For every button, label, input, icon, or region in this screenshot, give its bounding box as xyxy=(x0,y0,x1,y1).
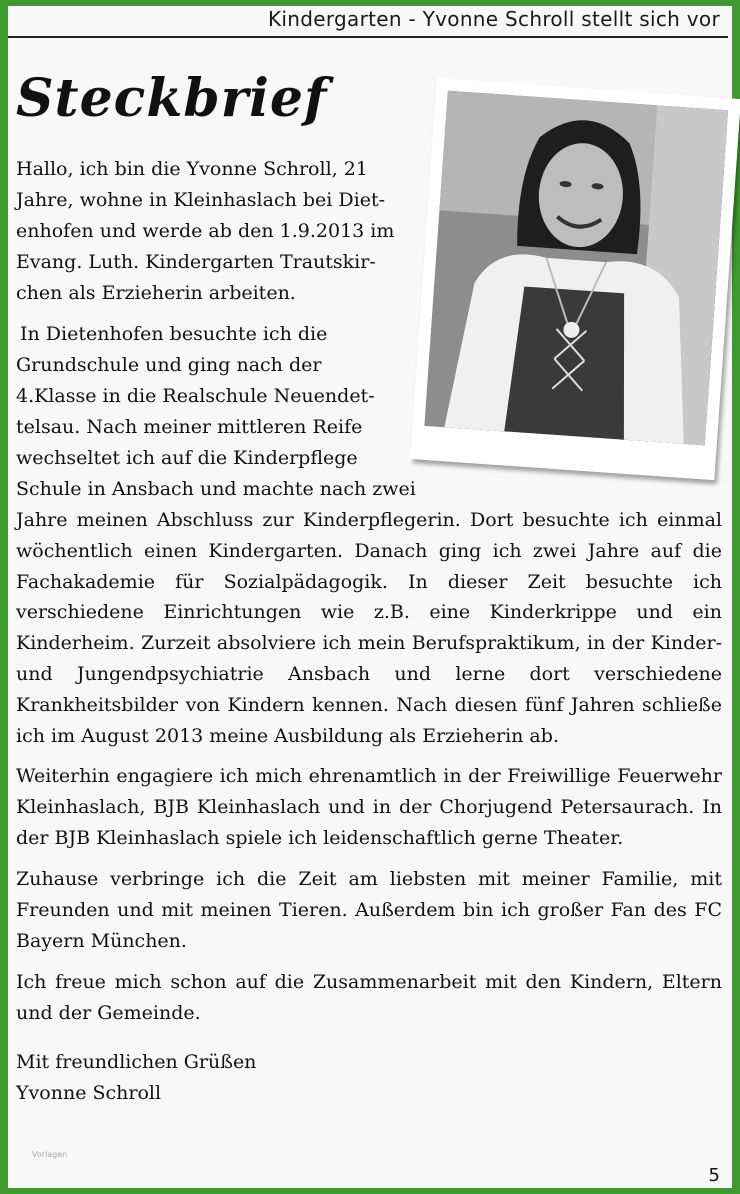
paragraph-1-line-1: Hallo, ich bin die Yvonne Schroll, 21 xyxy=(16,158,368,180)
closing-greeting: Mit freundlichen Grüßen xyxy=(16,1051,257,1073)
paragraph-2-line-1: In Dietenhofen besuchte ich die xyxy=(20,323,328,345)
photo-frame xyxy=(410,78,740,480)
header-divider xyxy=(8,36,728,38)
paragraph-2-line-3: 4.Klasse in die Realschule Neuendet- xyxy=(16,385,375,407)
paragraph-1-line-5: chen als Erzieherin arbeiten. xyxy=(16,282,296,304)
portrait-photo-icon xyxy=(424,91,728,446)
closing-name: Yvonne Schroll xyxy=(16,1082,162,1104)
page-number: 5 xyxy=(708,1165,720,1186)
paragraph-2-line-6: Schule in Ansbach und machte nach zwei xyxy=(16,478,416,500)
paragraph-4: Zuhause verbringe ich die Zeit am liebsten mit meiner Familie, mit Freunden und mit meinen Tieren. Außerdem bin ich großer Fan des FC Bayern München. xyxy=(16,868,722,952)
paragraph-2-line-5: wechseltet ich auf die Kinderpflege xyxy=(16,447,358,469)
paragraph-2-line-2: Grundschule und ging nach der xyxy=(16,354,322,376)
paragraph-1-line-2: Jahre, wohne in Kleinhaslach bei Diet- xyxy=(16,189,385,211)
document-page xyxy=(8,6,732,1188)
paragraph-2-continued: Jahre meinen Abschluss zur Kinderpflegerin. Dort besuchte ich einmal wöchentlich einen Kindergarten. Danach ging ich zwei Jahre auf die Fachakademie für Sozialpädagogik. In dieser Zeit besuchte ich verschiedene Einrichtungen wie z.B. eine Kinderkrippe und ein Kinderheim. Zurzeit absolviere ich mein Berufspraktikum, in der Kinder- und Jungendpsychiatrie Ansbach und lerne dort verschiedene Krankheitsbilder von Kindern kennen. Nach diesen fünf Jahren schließe ich im August 2013 meine Ausbildung als Erzieherin ab. xyxy=(16,509,722,747)
paragraph-1-line-4: Evang. Luth. Kindergarten Trautskir- xyxy=(16,251,376,273)
paragraph-5: Ich freue mich schon auf die Zusammenarbeit mit den Kindern, Eltern und der Gemeinde. xyxy=(16,971,722,1024)
footer-watermark: Vorlagen xyxy=(32,1150,68,1159)
header-title: Kindergarten - Yvonne Schroll stellt sich vor xyxy=(268,7,720,31)
paragraph-2-line-4: telsau. Nach meiner mittleren Reife xyxy=(16,416,363,438)
page-title: Steckbrief xyxy=(16,68,328,129)
paragraph-1-line-3: enhofen und werde ab den 1.9.2013 im xyxy=(16,220,395,242)
paragraph-3: Weiterhin engagiere ich mich ehrenamtlich in der Freiwillige Feuerwehr Kleinhaslach, BJB Kleinhaslach und in der Chorjugend Petersaurach. In der BJB Kleinhaslach spiele ich leidenschaftlich gerne Theater. xyxy=(16,765,722,849)
